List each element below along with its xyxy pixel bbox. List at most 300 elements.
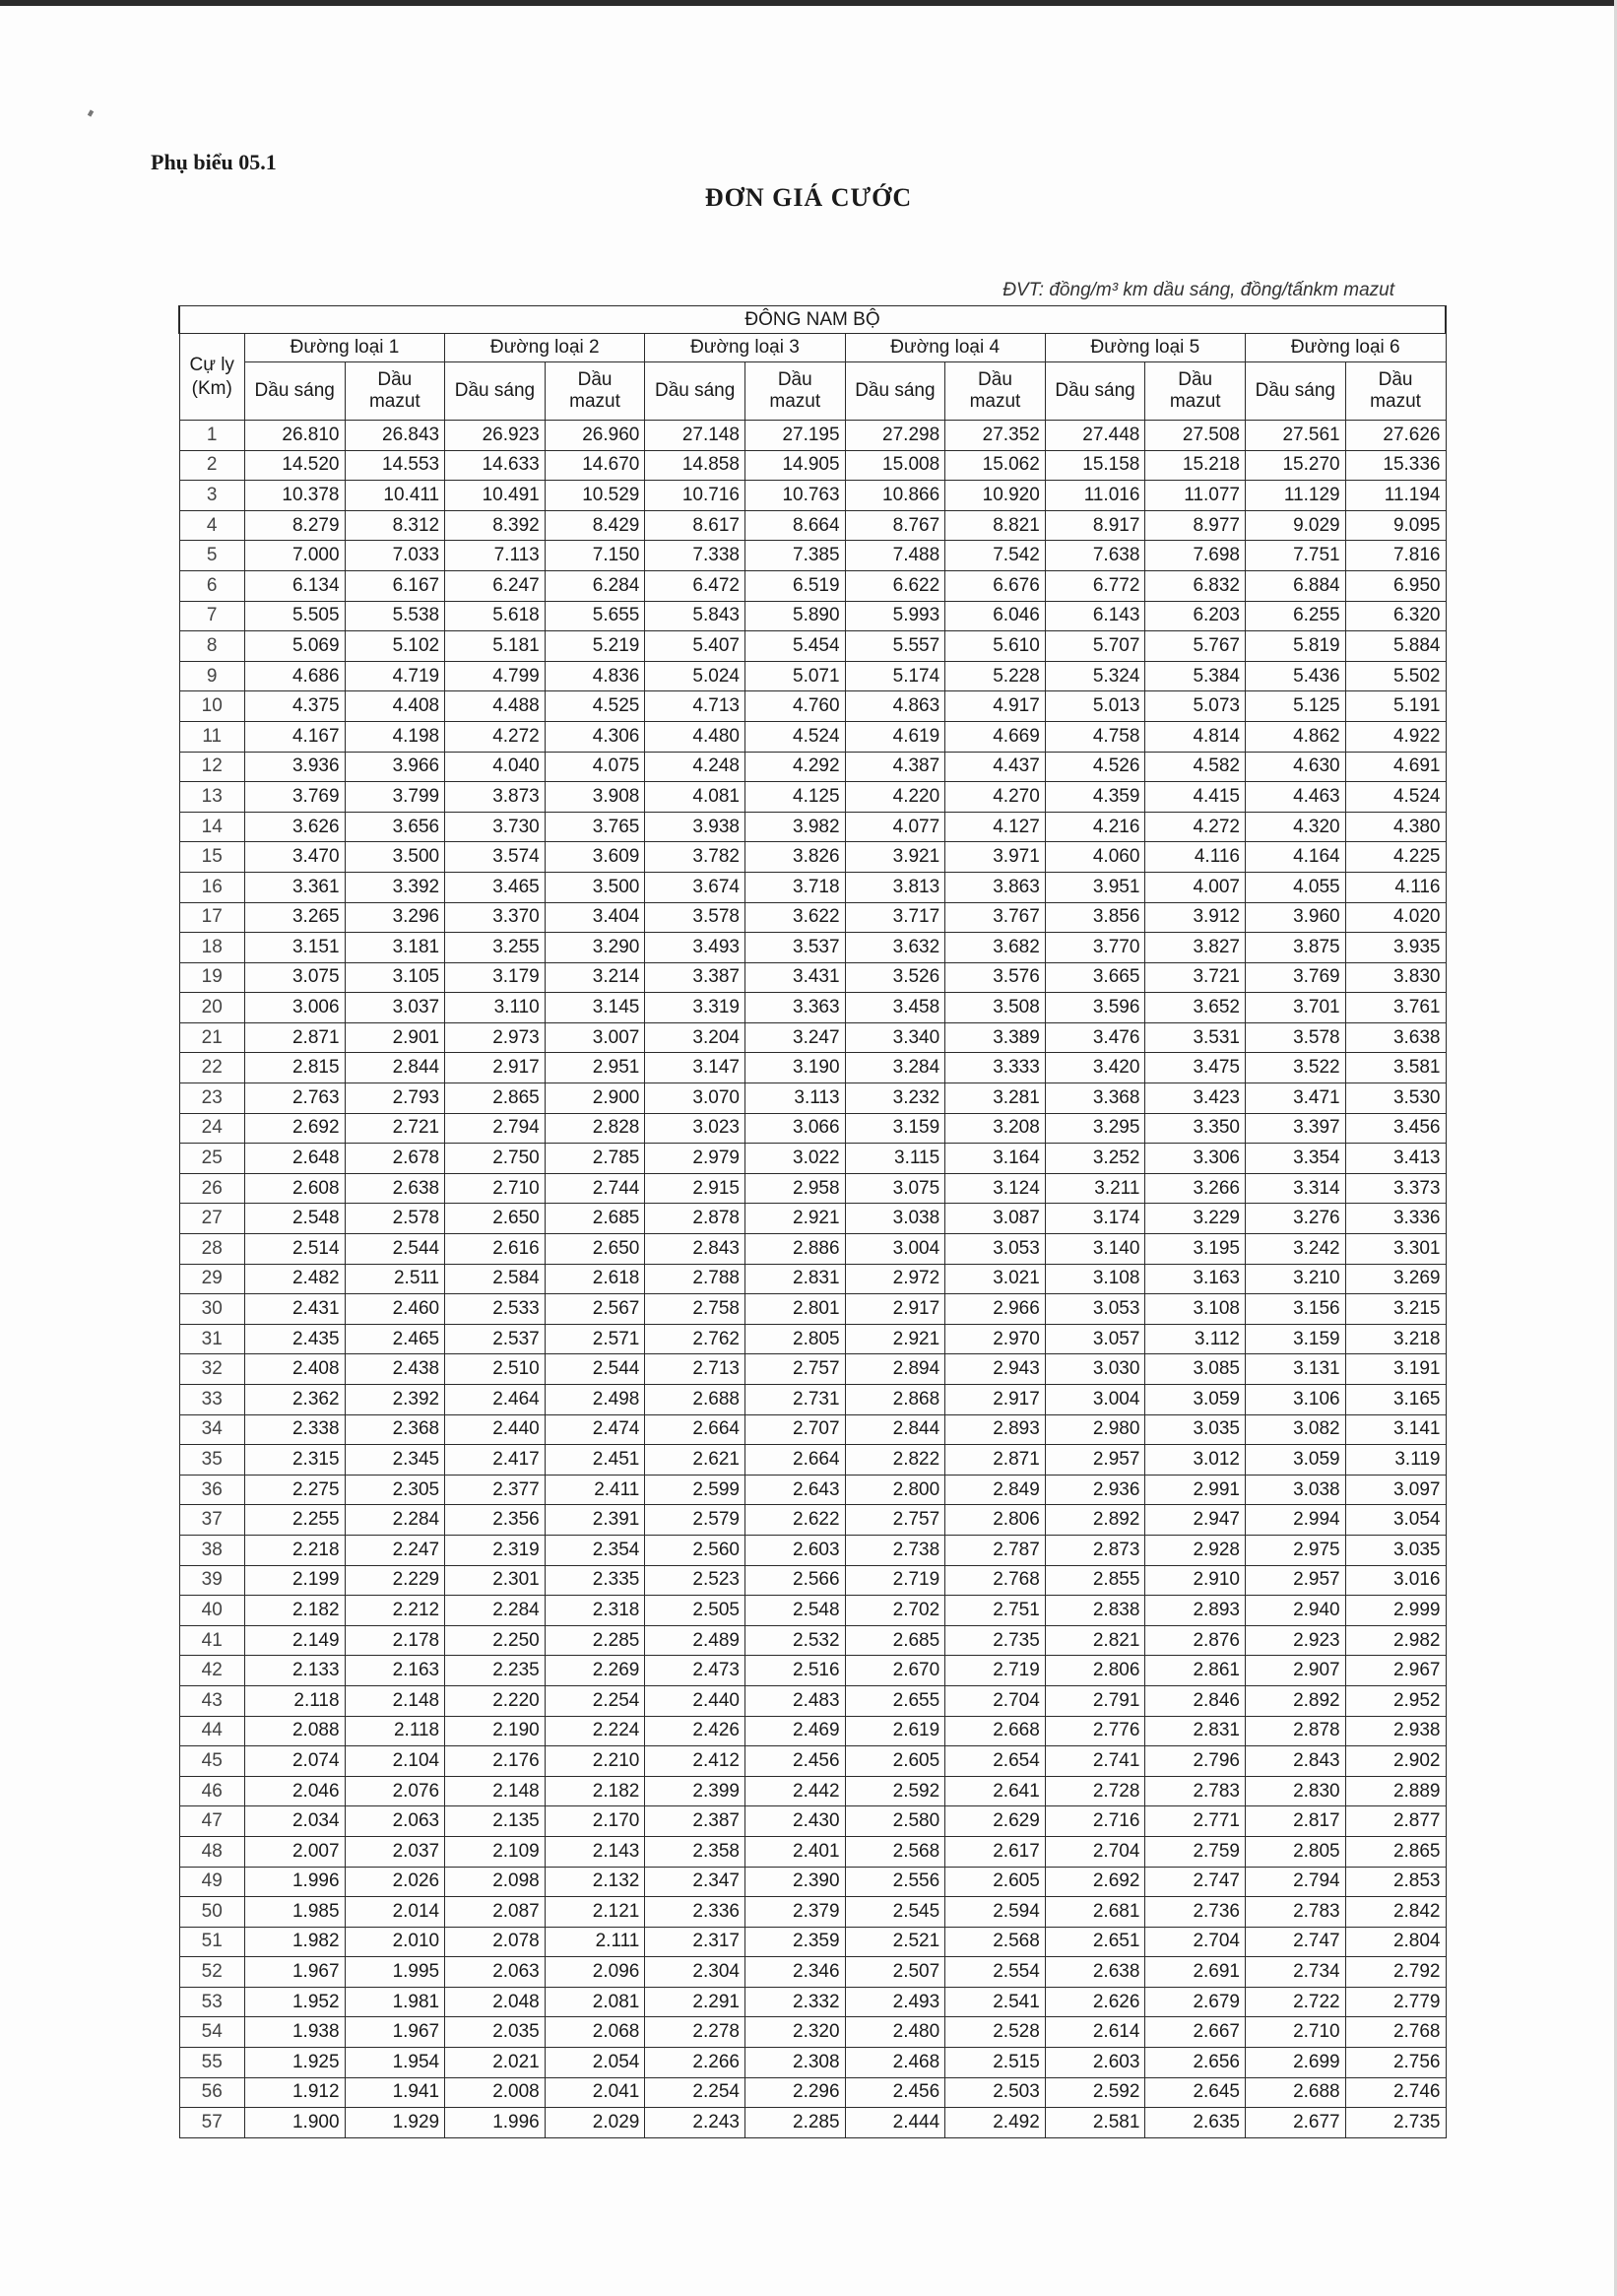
rate-cell: 2.254 — [545, 1685, 645, 1716]
rate-cell: 2.876 — [1145, 1625, 1246, 1656]
table-row — [179, 1656, 1446, 1686]
rate-cell: 2.747 — [1246, 1927, 1346, 1957]
rate-cell: 2.212 — [345, 1596, 445, 1626]
rate-cell: 8.279 — [244, 510, 345, 541]
rate-cell: 2.868 — [845, 1385, 945, 1415]
rate-cell: 2.584 — [445, 1264, 546, 1294]
rate-cell: 2.787 — [945, 1535, 1046, 1565]
rate-cell: 3.827 — [1145, 933, 1246, 963]
rate-cell: 2.980 — [1045, 1414, 1145, 1445]
distance-cell: 32 — [179, 1354, 244, 1385]
rate-cell: 3.717 — [845, 902, 945, 933]
rate-cell: 2.793 — [345, 1083, 445, 1114]
rate-cell: 5.228 — [945, 661, 1046, 691]
rate-cell: 2.523 — [645, 1565, 745, 1596]
rate-cell: 2.451 — [545, 1445, 645, 1476]
rate-cell: 2.332 — [744, 1987, 845, 2017]
rate-cell: 3.165 — [1345, 1385, 1446, 1415]
table-header — [179, 306, 1446, 421]
rate-cell: 6.676 — [945, 570, 1046, 601]
rate-cell: 3.141 — [1345, 1414, 1446, 1445]
rate-cell: 2.210 — [545, 1746, 645, 1777]
table-row — [179, 661, 1446, 691]
rate-cell: 2.335 — [545, 1565, 645, 1596]
rate-cell: 2.994 — [1246, 1505, 1346, 1536]
rate-cell: 4.799 — [445, 661, 546, 691]
rate-cell: 4.686 — [244, 661, 345, 691]
fuel-header-mazut: Dầu mazut — [1145, 362, 1246, 421]
distance-cell: 29 — [179, 1264, 244, 1294]
rate-cell: 3.140 — [1045, 1234, 1145, 1265]
rate-cell: 3.255 — [445, 933, 546, 963]
rate-cell: 3.470 — [244, 842, 345, 873]
rate-cell: 2.650 — [445, 1204, 546, 1234]
rate-cell: 3.218 — [1345, 1324, 1446, 1354]
rate-cell: 3.295 — [1045, 1113, 1145, 1144]
rate-cell: 3.526 — [845, 962, 945, 993]
rate-cell: 6.046 — [945, 601, 1046, 631]
table-row — [179, 1836, 1446, 1867]
fuel-header-light: Dầu sáng — [1246, 362, 1346, 421]
rate-cell: 5.191 — [1345, 691, 1446, 722]
fuel-header-mazut: Dầu mazut — [744, 362, 845, 421]
rate-cell: 2.806 — [1045, 1656, 1145, 1686]
rate-cell: 2.614 — [1045, 2017, 1145, 2048]
rate-cell: 2.392 — [345, 1385, 445, 1415]
rate-cell: 2.685 — [845, 1625, 945, 1656]
rate-cell: 2.838 — [1045, 1596, 1145, 1626]
rate-cell: 2.315 — [244, 1445, 345, 1476]
rate-cell: 4.387 — [845, 752, 945, 782]
rate-cell: 4.040 — [445, 752, 546, 782]
rate-cell: 6.472 — [645, 570, 745, 601]
rate-cell: 2.440 — [645, 1685, 745, 1716]
rate-cell: 3.761 — [1345, 993, 1446, 1023]
rate-cell: 3.059 — [1145, 1385, 1246, 1415]
distance-cell: 34 — [179, 1414, 244, 1445]
rate-cell: 4.836 — [545, 661, 645, 691]
rate-cell: 2.548 — [244, 1204, 345, 1234]
rate-cell: 2.578 — [345, 1204, 445, 1234]
rate-cell: 3.626 — [244, 812, 345, 842]
rate-cell: 4.081 — [645, 782, 745, 813]
rate-cell: 2.399 — [645, 1776, 745, 1806]
rate-cell: 4.619 — [845, 721, 945, 752]
table-row — [179, 691, 1446, 722]
rate-cell: 5.819 — [1246, 631, 1346, 662]
page-top-border — [0, 0, 1617, 6]
rate-cell: 2.750 — [445, 1144, 546, 1174]
rate-cell: 2.503 — [945, 2077, 1046, 2108]
rate-cell: 2.621 — [645, 1445, 745, 1476]
road-type-header: Đường loại 4 — [845, 334, 1045, 362]
rate-cell: 4.480 — [645, 721, 745, 752]
rate-cell: 4.060 — [1045, 842, 1145, 873]
rate-cell: 4.167 — [244, 721, 345, 752]
rate-cell: 2.111 — [545, 1927, 645, 1957]
table-row — [179, 1475, 1446, 1505]
rate-cell: 3.938 — [645, 812, 745, 842]
table-row — [179, 1867, 1446, 1897]
rate-cell: 2.917 — [945, 1385, 1046, 1415]
table-row — [179, 631, 1446, 662]
rate-cell: 2.347 — [645, 1867, 745, 1897]
rate-cell: 2.444 — [845, 2108, 945, 2138]
rate-cell: 7.150 — [545, 541, 645, 571]
rate-cell: 2.438 — [345, 1354, 445, 1385]
rate-cell: 27.448 — [1045, 421, 1145, 451]
rate-cell: 2.109 — [445, 1836, 546, 1867]
fuel-header-mazut: Dầu mazut — [345, 362, 445, 421]
rate-cell: 5.024 — [645, 661, 745, 691]
table-row — [179, 1294, 1446, 1325]
rate-cell: 1.995 — [345, 1957, 445, 1988]
rate-cell: 3.190 — [744, 1053, 845, 1083]
rate-cell: 2.566 — [744, 1565, 845, 1596]
rate-cell: 2.768 — [945, 1565, 1046, 1596]
distance-cell: 28 — [179, 1234, 244, 1265]
rate-cell: 6.203 — [1145, 601, 1246, 631]
rate-cell: 2.301 — [445, 1565, 546, 1596]
rate-cell: 2.731 — [744, 1385, 845, 1415]
rate-cell: 2.098 — [445, 1867, 546, 1897]
rate-cell: 3.075 — [244, 962, 345, 993]
rate-cell: 2.560 — [645, 1535, 745, 1565]
rate-cell: 5.993 — [845, 601, 945, 631]
rate-cell: 2.121 — [545, 1897, 645, 1928]
distance-cell: 15 — [179, 842, 244, 873]
rate-cell: 2.078 — [445, 1927, 546, 1957]
rate-cell: 4.270 — [945, 782, 1046, 813]
rate-cell: 7.698 — [1145, 541, 1246, 571]
rate-cell: 6.284 — [545, 570, 645, 601]
rate-cell: 2.516 — [744, 1656, 845, 1686]
rate-cell: 4.758 — [1045, 721, 1145, 752]
rate-cell: 2.354 — [545, 1535, 645, 1565]
distance-cell: 41 — [179, 1625, 244, 1656]
distance-cell: 11 — [179, 721, 244, 752]
rate-cell: 3.423 — [1145, 1083, 1246, 1114]
rate-cell: 27.298 — [845, 421, 945, 451]
rate-cell: 4.415 — [1145, 782, 1246, 813]
rate-cell: 2.617 — [945, 1836, 1046, 1867]
rate-cell: 6.519 — [744, 570, 845, 601]
table-row — [179, 842, 1446, 873]
rate-cell: 3.632 — [845, 933, 945, 963]
rate-cell: 2.320 — [744, 2017, 845, 2048]
rate-table — [178, 305, 1447, 2138]
rate-cell: 6.247 — [445, 570, 546, 601]
table-row — [179, 541, 1446, 571]
rate-cell: 3.214 — [545, 962, 645, 993]
distance-cell: 24 — [179, 1113, 244, 1144]
rate-cell: 3.373 — [1345, 1173, 1446, 1204]
rate-cell: 10.491 — [445, 481, 546, 511]
rate-cell: 2.722 — [1246, 1987, 1346, 2017]
rate-cell: 3.799 — [345, 782, 445, 813]
rate-cell: 2.967 — [1345, 1656, 1446, 1686]
rate-cell: 4.691 — [1345, 752, 1446, 782]
distance-cell: 30 — [179, 1294, 244, 1325]
rate-cell: 4.719 — [345, 661, 445, 691]
rate-cell: 7.751 — [1246, 541, 1346, 571]
rate-cell: 26.960 — [545, 421, 645, 451]
rate-cell: 2.346 — [744, 1957, 845, 1988]
rate-cell: 2.865 — [445, 1083, 546, 1114]
rate-cell: 2.855 — [1045, 1565, 1145, 1596]
rate-cell: 2.176 — [445, 1746, 546, 1777]
rate-cell: 3.147 — [645, 1053, 745, 1083]
rate-cell: 2.756 — [1345, 2048, 1446, 2078]
rate-cell: 3.105 — [345, 962, 445, 993]
rate-cell: 3.007 — [545, 1022, 645, 1053]
rate-cell: 4.437 — [945, 752, 1046, 782]
rate-cell: 2.440 — [445, 1414, 546, 1445]
rate-cell: 2.390 — [744, 1867, 845, 1897]
rate-cell: 2.970 — [945, 1324, 1046, 1354]
rate-cell: 2.794 — [1246, 1867, 1346, 1897]
rate-cell: 2.068 — [545, 2017, 645, 2048]
rate-cell: 3.110 — [445, 993, 546, 1023]
distance-cell: 6 — [179, 570, 244, 601]
rate-cell: 2.805 — [1246, 1836, 1346, 1867]
table-row — [179, 933, 1446, 963]
rate-cell: 3.284 — [845, 1053, 945, 1083]
rate-cell: 3.431 — [744, 962, 845, 993]
rate-cell: 2.435 — [244, 1324, 345, 1354]
rate-cell: 2.735 — [945, 1625, 1046, 1656]
distance-cell: 45 — [179, 1746, 244, 1777]
rate-cell: 2.514 — [244, 1234, 345, 1265]
rate-cell: 3.070 — [645, 1083, 745, 1114]
rate-cell: 2.412 — [645, 1746, 745, 1777]
rate-cell: 2.430 — [744, 1806, 845, 1837]
rate-cell: 10.529 — [545, 481, 645, 511]
rate-cell: 2.465 — [345, 1324, 445, 1354]
rate-cell: 2.853 — [1345, 1867, 1446, 1897]
rate-cell: 2.871 — [244, 1022, 345, 1053]
rate-cell: 3.108 — [1145, 1294, 1246, 1325]
rate-cell: 4.526 — [1045, 752, 1145, 782]
rate-cell: 3.935 — [1345, 933, 1446, 963]
rate-cell: 3.354 — [1246, 1144, 1346, 1174]
rate-cell: 3.392 — [345, 872, 445, 902]
rate-cell: 2.014 — [345, 1897, 445, 1928]
rate-cell: 4.272 — [445, 721, 546, 752]
rate-cell: 27.148 — [645, 421, 745, 451]
distance-cell: 26 — [179, 1173, 244, 1204]
rate-cell: 8.977 — [1145, 510, 1246, 541]
distance-cell: 20 — [179, 993, 244, 1023]
rate-cell: 2.594 — [945, 1897, 1046, 1928]
rate-cell: 2.951 — [545, 1053, 645, 1083]
rate-cell: 3.112 — [1145, 1324, 1246, 1354]
rate-cell: 7.542 — [945, 541, 1046, 571]
rate-cell: 5.102 — [345, 631, 445, 662]
rate-cell: 8.312 — [345, 510, 445, 541]
rate-cell: 4.320 — [1246, 812, 1346, 842]
rate-cell: 3.971 — [945, 842, 1046, 873]
rate-cell: 3.265 — [244, 902, 345, 933]
rate-cell: 2.148 — [445, 1776, 546, 1806]
rate-cell: 6.255 — [1246, 601, 1346, 631]
rate-cell: 14.520 — [244, 450, 345, 481]
rate-cell: 2.417 — [445, 1445, 546, 1476]
road-type-header: Đường loại 1 — [244, 334, 444, 362]
rate-cell: 2.892 — [1045, 1505, 1145, 1536]
rate-cell: 8.429 — [545, 510, 645, 541]
rate-cell: 3.023 — [645, 1113, 745, 1144]
table-row — [179, 782, 1446, 813]
rate-cell: 3.124 — [945, 1173, 1046, 1204]
rate-cell: 2.622 — [744, 1505, 845, 1536]
rate-cell: 2.521 — [845, 1927, 945, 1957]
distance-cell: 53 — [179, 1987, 244, 2017]
rate-cell: 27.352 — [945, 421, 1046, 451]
rate-cell: 2.757 — [845, 1505, 945, 1536]
distance-cell: 36 — [179, 1475, 244, 1505]
rate-cell: 2.691 — [1145, 1957, 1246, 1988]
rate-cell: 2.317 — [645, 1927, 745, 1957]
rate-cell: 2.532 — [744, 1625, 845, 1656]
rate-cell: 3.960 — [1246, 902, 1346, 933]
rate-cell: 2.218 — [244, 1535, 345, 1565]
rate-cell: 2.982 — [1345, 1625, 1446, 1656]
table-row — [179, 1987, 1446, 2017]
rate-cell: 3.769 — [1246, 962, 1346, 993]
rate-cell: 5.843 — [645, 601, 745, 631]
rate-cell: 4.713 — [645, 691, 745, 722]
rate-cell: 2.401 — [744, 1836, 845, 1867]
rate-cell: 2.783 — [1246, 1897, 1346, 1928]
distance-cell: 40 — [179, 1596, 244, 1626]
rate-cell: 2.734 — [1246, 1957, 1346, 1988]
rate-cell: 10.411 — [345, 481, 445, 511]
rate-cell: 3.361 — [244, 872, 345, 902]
rate-cell: 10.716 — [645, 481, 745, 511]
distance-cell: 10 — [179, 691, 244, 722]
rate-cell: 2.688 — [1246, 2077, 1346, 2108]
rate-cell: 2.917 — [445, 1053, 546, 1083]
distance-cell: 56 — [179, 2077, 244, 2108]
rate-cell: 3.057 — [1045, 1324, 1145, 1354]
distance-cell: 21 — [179, 1022, 244, 1053]
rate-cell: 2.746 — [1345, 2077, 1446, 2108]
rate-cell: 2.250 — [445, 1625, 546, 1656]
distance-cell: 13 — [179, 782, 244, 813]
rate-cell: 3.368 — [1045, 1083, 1145, 1114]
rate-cell: 2.844 — [845, 1414, 945, 1445]
rate-cell: 2.921 — [744, 1204, 845, 1234]
rate-cell: 2.482 — [244, 1264, 345, 1294]
rate-cell: 11.016 — [1045, 481, 1145, 511]
rate-cell: 9.095 — [1345, 510, 1446, 541]
rate-cell: 4.077 — [845, 812, 945, 842]
rate-cell: 4.814 — [1145, 721, 1246, 752]
distance-cell: 5 — [179, 541, 244, 571]
table-row — [179, 812, 1446, 842]
unit-note: ĐVT: đồng/m³ km dầu sáng, đồng/tấnkm mazut — [1003, 280, 1394, 300]
rate-cell: 3.493 — [645, 933, 745, 963]
rate-cell: 8.821 — [945, 510, 1046, 541]
rate-cell: 3.522 — [1246, 1053, 1346, 1083]
rate-cell: 2.710 — [445, 1173, 546, 1204]
rate-cell: 2.041 — [545, 2077, 645, 2108]
rate-cell: 2.771 — [1145, 1806, 1246, 1837]
rate-cell: 2.254 — [645, 2077, 745, 2108]
rate-cell: 2.305 — [345, 1475, 445, 1505]
rate-cell: 4.306 — [545, 721, 645, 752]
rate-cell: 10.866 — [845, 481, 945, 511]
rate-cell: 2.878 — [645, 1204, 745, 1234]
rate-cell: 11.194 — [1345, 481, 1446, 511]
region-header: ĐÔNG NAM BỘ — [179, 306, 1446, 334]
rate-cell: 2.468 — [845, 2048, 945, 2078]
rate-cell: 10.763 — [744, 481, 845, 511]
rate-cell: 3.782 — [645, 842, 745, 873]
rate-cell: 7.113 — [445, 541, 546, 571]
rate-cell: 2.641 — [945, 1776, 1046, 1806]
distance-cell: 43 — [179, 1685, 244, 1716]
rate-cell: 2.489 — [645, 1625, 745, 1656]
rate-cell: 2.507 — [845, 1957, 945, 1988]
rate-cell: 2.135 — [445, 1806, 546, 1837]
rate-cell: 3.215 — [1345, 1294, 1446, 1325]
rate-cell: 5.181 — [445, 631, 546, 662]
rate-cell: 2.377 — [445, 1475, 546, 1505]
rate-cell: 3.115 — [845, 1144, 945, 1174]
fuel-header-light: Dầu sáng — [645, 362, 745, 421]
rate-cell: 3.053 — [1045, 1294, 1145, 1325]
rate-cell: 3.652 — [1145, 993, 1246, 1023]
rate-cell: 3.281 — [945, 1083, 1046, 1114]
table-row — [179, 1957, 1446, 1988]
distance-cell: 47 — [179, 1806, 244, 1837]
rate-cell: 2.762 — [645, 1324, 745, 1354]
rate-cell: 2.464 — [445, 1385, 546, 1415]
rate-cell: 3.066 — [744, 1113, 845, 1144]
rate-cell: 5.069 — [244, 631, 345, 662]
rate-cell: 2.783 — [1145, 1776, 1246, 1806]
rate-cell: 2.356 — [445, 1505, 546, 1536]
rate-cell: 5.454 — [744, 631, 845, 662]
rate-cell: 2.149 — [244, 1625, 345, 1656]
rate-cell: 2.063 — [345, 1806, 445, 1837]
rate-cell: 2.843 — [1246, 1746, 1346, 1777]
rate-cell: 2.554 — [945, 1957, 1046, 1988]
table-row — [179, 1776, 1446, 1806]
rate-cell: 2.751 — [945, 1596, 1046, 1626]
rate-cell: 3.730 — [445, 812, 546, 842]
rate-cell: 3.966 — [345, 752, 445, 782]
rate-cell: 3.229 — [1145, 1204, 1246, 1234]
rate-cell: 2.979 — [645, 1144, 745, 1174]
rate-cell: 3.531 — [1145, 1022, 1246, 1053]
fuel-header-mazut: Dầu mazut — [945, 362, 1046, 421]
rate-cell: 2.692 — [1045, 1867, 1145, 1897]
rate-cell: 3.609 — [545, 842, 645, 873]
rate-cell: 2.359 — [744, 1927, 845, 1957]
rate-cell: 3.475 — [1145, 1053, 1246, 1083]
distance-header: Cự ly (Km) — [179, 334, 244, 421]
rate-cell: 2.975 — [1246, 1535, 1346, 1565]
rate-cell: 4.198 — [345, 721, 445, 752]
rate-cell: 2.957 — [1246, 1565, 1346, 1596]
rate-cell: 2.592 — [1045, 2077, 1145, 2108]
rate-cell: 2.940 — [1246, 1596, 1346, 1626]
rate-cell: 2.460 — [345, 1294, 445, 1325]
rate-cell: 2.842 — [1345, 1897, 1446, 1928]
